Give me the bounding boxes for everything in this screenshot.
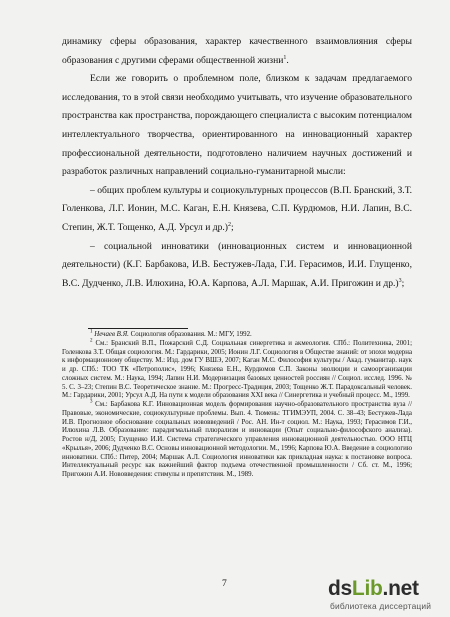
- logo-lib: Lib: [351, 577, 383, 600]
- footnote-1-number: 1: [90, 329, 93, 335]
- paragraph-3: [62, 182, 412, 238]
- paragraph-4: [62, 238, 412, 294]
- footnote-1: [62, 331, 412, 340]
- paragraph-2-text: Если же говорить о проблемном поле, близком к задачам предлагаемого исследования, то в этой связи необходимо учитывать, что изучение образовательного пространства как пространства, порождающего специалиста с высоким потенциалом интеллектуального творчества, ориентированного на инновационный характер профессиональной деятельности, подготовлено наличием научных достижений и разработок различных направлений социально-гуманитарной мысли:: [62, 73, 412, 178]
- paragraph-3-end: ;: [231, 221, 234, 233]
- footnote-ref-2: 2: [228, 221, 232, 228]
- dslib-logo: [328, 578, 419, 600]
- paragraph-1-end: .: [286, 54, 289, 66]
- main-text: [62, 33, 412, 293]
- paragraph-4-end: ;: [401, 277, 405, 289]
- paragraph-1: [62, 33, 412, 70]
- footnote-3-text: См.: Барбакова К.Г. Инновационная модель формирования научно-образовательного пространства вуза // Правовые, экономические, социокультурные проблемы. Вып. 4. Тюмень: ТГИМЭУП, 2004. С. 38–43; Бестужев-Лада И.В. Прогнозное обоснование социальных нововведений / Рос. АН. Ин-т социол. М.: Наука, 1993; Герасимов Г.И., Илюхина Л.В. Образование: парадигмальный плюрализм и инновации (Опыт социально-философского анализа). Ростов н/Д, 2005; Глущенко И.И. Система стратегического управления инновационной деятельностью. ООО НТЦ «Крылья», 2006; Дудченко В.С. Основы инновационной методологии. М., 1996; Карпова Ю.А. Введение в социологию инноватики. СПб.: Питер, 2004; Маршак А.Л. Социология инноватики как прикладная наука: к постановке вопроса. Интеллектуальный ресурс как важнейший фактор подъема отечественной промышленности / Сб. ст. М., 1996; Пригожин А.И. Нововведения: стимулы и препятствия. М., 1989.: [62, 401, 412, 478]
- paragraph-1-text: динамику сферы образования, характер качественного взаимовлияния сферы образования с другими сферами общественной жизни: [62, 36, 412, 66]
- footnotes: [62, 331, 412, 480]
- logo-dot: .: [382, 577, 389, 600]
- footnote-3: [62, 401, 412, 480]
- paragraph-4-text: – социальной инноватики (инновационных систем и инновационной деятельности) (К.Г. Барбакова, И.В. Бестужев-Лада, Г.И. Герасимов, И.И. Глущенко, В.С. Дудченко, Л.В. Илюхина, Ю.А. Карпова, А.Л. Маршак, А.И. Пригожин и др.): [62, 240, 412, 289]
- dslib-watermark: [326, 578, 444, 614]
- footnote-divider: [88, 328, 188, 329]
- footnote-ref-1: 1: [283, 54, 287, 61]
- paragraph-3-text: – общих проблем культуры и социокультурных процессов (В.П. Бранский, З.Т. Голенкова, Л.Г. Ионин, М.С. Каган, Е.Н. Князева, С.П. Курдюмов, Н.И. Лапин, В.С. Степин, Ж.Т. Тощенко, А.Д. Урсул и др.): [62, 184, 412, 233]
- footnote-3-number: 3: [90, 399, 93, 405]
- footnote-1-text: Социология образования. М.: МГУ, 1992.: [128, 331, 252, 338]
- footnote-2-number: 2: [90, 338, 93, 344]
- footnote-ref-3: 3: [398, 277, 402, 284]
- watermark-subtitle: библиотека диссертаций: [330, 601, 432, 611]
- paragraph-2: [62, 70, 412, 182]
- logo-ds: ds: [328, 577, 352, 600]
- logo-net: net: [388, 577, 419, 600]
- footnote-2-text: См.: Бранский В.П., Пожарский С.Д. Социальная синергетика и акмеология. СПб.: Политехника, 2001; Голенкова З.Т. Общая социология. М.: Гардарики, 2005; Ионин Л.Г. Социология в Обществе знаний: от эпохи модерна к информационному обществу. М.: Изд. дом ГУ ВШЭ, 2007; Каган М.С. Философия культуры / Акад. гуманитар. наук и др. СПб.: ТОО ТК «Петрополис», 1996; Князева Е.Н., Курдюмов С.П. Законы эволюции и самоорганизации сложных систем. М.: Наука, 1994; Лапин Н.И. Модернизация базовых ценностей россиян // Социол. исслед. 1996. № 5. С. 3–23; Степин В.С. Теоретическое знание. М.: Прогресс-Традиция, 2003; Тощенко Ж.Т. Парадоксальный человек. М.: Гардарики, 2001; Урсул А.Д. На пути к модели образования XXI века // Синергетика и учебный процесс. М., 1999.: [62, 339, 412, 400]
- footnote-2: [62, 340, 412, 401]
- page-number: 7: [222, 578, 227, 589]
- footnote-1-author: Нечаев В.Я.: [94, 331, 129, 338]
